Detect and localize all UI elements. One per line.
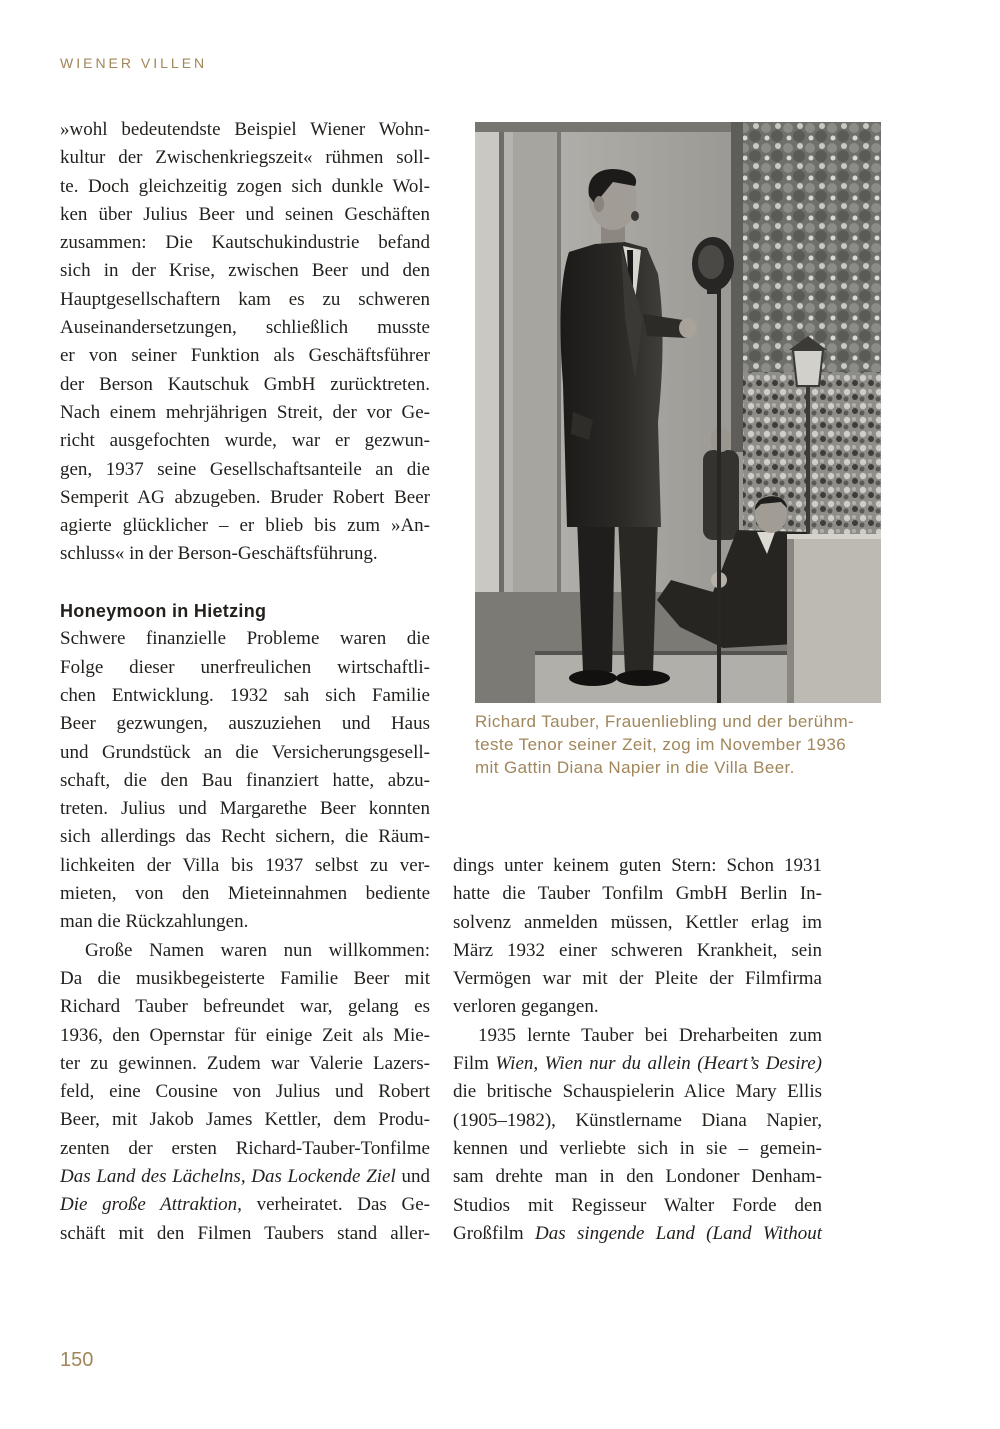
text-line: »wohl bedeutendste Beispiel Wiener Wohn- (60, 119, 430, 140)
text-line: mieten, von den Mieteinnahmen bediente (60, 883, 430, 905)
text-line (60, 1191, 430, 1219)
text-line: treten. Julius und Margarethe Beer konnten (60, 798, 430, 820)
text-line: sich allerdings das Recht sichern, die Räum- (60, 826, 430, 848)
text-line: sam drehte man in den Londoner Denham- (453, 1166, 822, 1188)
photo-figure (475, 122, 881, 703)
page-number: 150 (60, 1349, 94, 1371)
italic-title: Das Land des Lächelns, Das Lockende Ziel (60, 1165, 396, 1187)
text-line: zenten der ersten Richard-Tauber-Tonfilme (60, 1137, 430, 1159)
text-line: (1905–1982), Künstlername Diana Napier, (453, 1109, 822, 1131)
text-line: Schwere finanzielle Probleme waren die (60, 628, 430, 650)
text-line: te. Doch gleichzeitig zogen sich dunkle Wol- (60, 175, 430, 197)
text-line: Semperit AG abzugeben. Bruder Robert Beer (60, 486, 430, 508)
text-line: schluss« in der Berson-Geschäftsführung. (60, 543, 378, 565)
text-line: solvenz anmelden müssen, Kettler erlag im (453, 911, 822, 933)
text-line: 1936, den Opernstar für einige Zeit als Mie- (60, 1024, 430, 1046)
text-line: gen, 1937 seine Gesellschaftsanteile an die (60, 458, 430, 480)
photo-stone-pedestal (787, 534, 881, 703)
text-line: schäft mit den Filmen Taubers stand aller- (60, 1222, 430, 1244)
text-segment: verheiratet. Das Ge- (241, 1194, 430, 1216)
paragraph-spacing (60, 569, 430, 597)
text-line: Auseinandersetzungen, schließlich musste (60, 317, 430, 339)
text-line: Da die musikbegeisterte Familie Beer mit (60, 967, 430, 989)
text-line: zusammen: Die Kautschukindustrie befand (60, 232, 430, 254)
text-line: Beer gezwungen, auszuziehen und Haus (60, 713, 430, 735)
text-line: Folge dieser unerfreulichen wirtschaftli- (60, 656, 430, 678)
paragraph (60, 937, 430, 1248)
text-line: Studios mit Regisseur Walter Forde den (453, 1194, 822, 1216)
text-line: ter zu gewinnen. Zudem war Valerie Lazers- (60, 1052, 430, 1074)
text-line: hatte die Tauber Tonfilm GmbH Berlin In- (453, 883, 822, 905)
text-line: 1935 lernte Tauber bei Dreharbeiten zum (478, 1024, 822, 1046)
italic-title: Das singende Land (Land Without (535, 1222, 822, 1244)
caption-line: Richard Tauber, Frauenliebling und der berühm- (475, 712, 855, 731)
text-line: chen Entwicklung. 1932 sah sich Familie (60, 684, 430, 706)
text-line: feld, eine Cousine von Julius und Robert (60, 1081, 430, 1103)
text-line (453, 1220, 822, 1248)
text-line: Nach einem mehrjährigen Streit, der vor Ge- (60, 401, 430, 423)
text-line: richt ausgefochten wurde, war er gezwun- (60, 430, 430, 452)
text-line: sich in der Krise, zwischen Beer und den (60, 260, 430, 282)
text-line: agierte glücklicher – er blieb bis zum »An- (60, 515, 430, 537)
text-line: März 1932 einer schweren Krankheit, sein (453, 939, 822, 961)
running-title: WIENER VILLEN (60, 55, 208, 71)
text-line (453, 1050, 822, 1078)
text-line: der Berson Kautschuk GmbH zurücktreten. (60, 373, 430, 395)
text-line: und Grundstück an die Versicherungsgesell- (60, 741, 430, 763)
text-line: er von seiner Funktion als Geschäftsführer (60, 345, 430, 367)
photo-caption (475, 710, 915, 779)
text-line: Richard Tauber befreundet war, gelang es (60, 996, 430, 1018)
text-line: man die Rückzahlungen. (60, 911, 249, 933)
text-line: Hauptgesellschaftern kam es zu schweren (60, 288, 430, 310)
text-line: kultur der Zwischenkriegszeit« rühmen soll- (60, 147, 430, 169)
text-segment: Großfilm (453, 1222, 536, 1244)
paragraph (60, 625, 430, 936)
paragraph (60, 116, 430, 569)
caption-line: teste Tenor seiner Zeit, zog im November 1936 (475, 735, 847, 754)
text-line: lichkeiten der Villa bis 1937 selbst zu ver- (60, 854, 430, 876)
text-line: dings unter keinem guten Stern: Schon 1931 (453, 855, 822, 876)
paragraph (453, 1022, 822, 1248)
italic-title: Wien, Wien nur du allein (Heart’s Desire) (495, 1053, 822, 1075)
text-line: Beer, mit Jakob James Kettler, dem Produ- (60, 1109, 430, 1131)
text-segment: Film (453, 1053, 496, 1075)
text-segment: und (395, 1165, 431, 1187)
section-heading: Honeymoon in Hietzing (60, 601, 267, 622)
caption-line: mit Gattin Diana Napier in die Villa Beer. (475, 758, 795, 777)
right-text-column (453, 852, 822, 1248)
paragraph (453, 852, 822, 1022)
text-line (60, 1163, 430, 1191)
left-text-column (60, 116, 430, 1248)
text-line: kennen und verliebte sich in sie – gemein- (453, 1137, 822, 1159)
text-line: schaft, die den Bau finanziert hatte, abzu- (60, 769, 430, 791)
text-line: Große Namen waren nun willkommen: (85, 939, 430, 961)
text-line: ken über Julius Beer und seinen Geschäften (60, 203, 430, 225)
text-line: die britische Schauspielerin Alice Mary Ellis (453, 1081, 822, 1103)
text-line: verloren gegangen. (453, 996, 599, 1018)
italic-title: Die große Attraktion, (60, 1194, 242, 1216)
text-line: Vermögen war mit der Pleite der Filmfirma (453, 968, 822, 990)
